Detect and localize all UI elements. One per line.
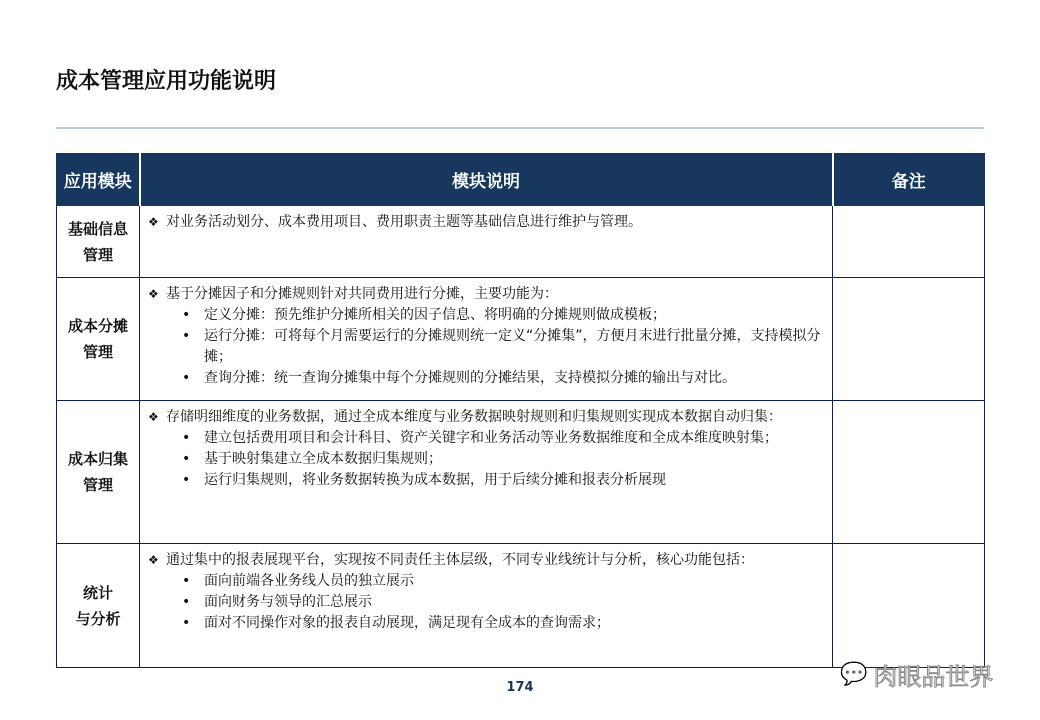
notes-cell — [833, 206, 985, 278]
page-number: 174 — [506, 680, 534, 695]
module-name — [57, 401, 140, 544]
table-row — [57, 278, 985, 401]
module-description — [140, 206, 833, 278]
description-bullet: • 运行归集规则，将业务数据转换为成本数据，用于后续分摊和报表分析展现 — [148, 470, 824, 491]
description-main: ❖ 通过集中的报表展现平台，实现按不同责任主体层级，不同专业线统计与分析，核心功能包括： — [148, 550, 824, 571]
module-name-line: 管理 — [82, 245, 113, 264]
wechat-icon: 💬 — [840, 662, 868, 687]
module-description — [140, 401, 833, 544]
table-row — [57, 206, 985, 278]
notes-cell — [833, 401, 985, 544]
module-name-line: 统计 — [82, 583, 113, 602]
description-bullet: • 运行分摊：可将每个月需要运行的分摊规则统一定义“分摊集”，方便月末进行批量分摊，支持模拟分摊； — [148, 326, 824, 368]
description-bullet: • 面对不同操作对象的报表自动展现，满足现有全成本的查询需求； — [148, 613, 824, 634]
header-module: 应用模块 — [57, 154, 140, 206]
watermark-text: 肉眼品世界 — [873, 663, 994, 691]
description-bullet: • 面向前端各业务线人员的独立展示 — [148, 571, 824, 592]
module-name — [57, 206, 140, 278]
description-main: ❖ 基于分摊因子和分摊规则针对共同费用进行分摊，主要功能为： — [148, 284, 824, 305]
module-name-line: 管理 — [82, 343, 113, 361]
table-row — [57, 544, 985, 668]
module-name-line: 与分析 — [75, 609, 121, 628]
module-name-line: 管理 — [82, 476, 113, 494]
header-description: 模块说明 — [140, 154, 833, 206]
module-description — [140, 544, 833, 668]
module-name-line: 基础信息 — [67, 219, 128, 238]
description-bullet: • 面向财务与领导的汇总展示 — [148, 592, 824, 613]
table-row — [57, 401, 985, 544]
description-bullet: • 基于映射集建立全成本数据归集规则； — [148, 449, 824, 470]
module-description — [140, 278, 833, 401]
description-bullet: • 定义分摊：预先维护分摊所相关的因子信息、将明确的分摊规则做成模板； — [148, 305, 824, 326]
notes-cell — [833, 544, 985, 668]
page-title: 成本管理应用功能说明 — [56, 69, 277, 94]
module-name — [57, 544, 140, 668]
module-name-line: 成本分摊 — [67, 317, 128, 335]
module-name-line: 成本归集 — [67, 450, 128, 468]
description-bullet: • 查询分摊：统一查询分摊集中每个分摊规则的分摊结果，支持模拟分摊的输出与对比。 — [148, 368, 824, 389]
module-name — [57, 278, 140, 401]
notes-cell — [833, 278, 985, 401]
watermark — [840, 657, 993, 692]
description-bullet: • 建立包括费用项目和会计科目、资产关键字和业务活动等业务数据维度和全成本维度映射集； — [148, 428, 824, 449]
description-main: ❖ 存储明细维度的业务数据，通过全成本维度与业务数据映射规则和归集规则实现成本数据自动归集： — [148, 407, 824, 428]
module-table — [56, 153, 985, 668]
header-notes: 备注 — [833, 154, 985, 206]
description-main: ❖ 对业务活动划分、成本费用项目、费用职责主题等基础信息进行维护与管理。 — [148, 212, 824, 233]
title-divider — [56, 127, 984, 129]
